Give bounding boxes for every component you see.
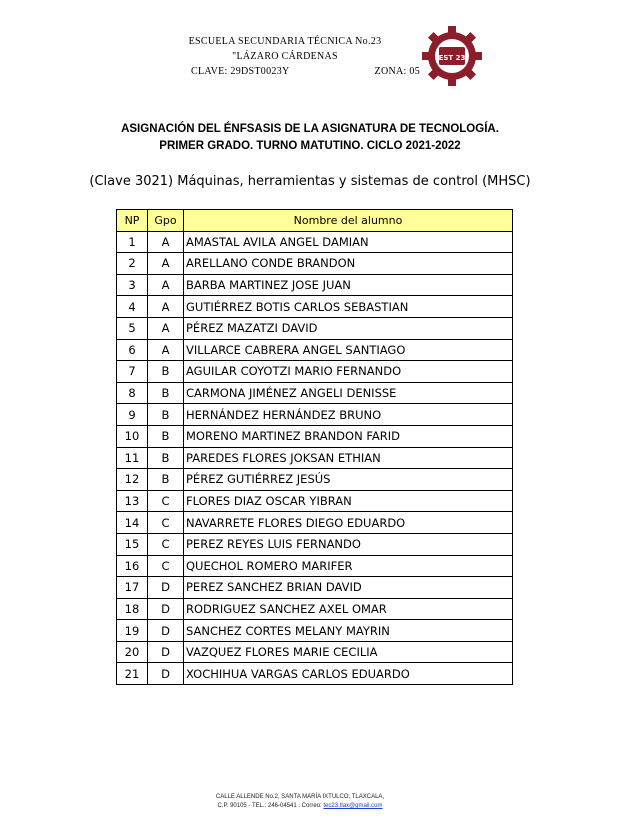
school-clave: CLAVE: 29DST0023Y — [191, 66, 290, 77]
table-row — [117, 253, 513, 275]
row-np: 11 — [117, 447, 148, 469]
row-np: 5 — [117, 317, 148, 339]
table-row — [117, 663, 513, 685]
table-body — [117, 231, 513, 684]
logo-text: EST 23 — [438, 54, 466, 62]
row-gpo: D — [148, 577, 184, 599]
row-name: NAVARRETE FLORES DIEGO EDUARDO — [184, 512, 513, 534]
row-gpo: B — [148, 404, 184, 426]
table-row — [117, 296, 513, 318]
row-np: 6 — [117, 339, 148, 361]
row-gpo: B — [148, 382, 184, 404]
table-row — [117, 512, 513, 534]
row-gpo: A — [148, 317, 184, 339]
row-gpo: C — [148, 555, 184, 577]
title-line-2: PRIMER GRADO. TURNO MATUTINO. CICLO 2021-2022 — [159, 140, 461, 152]
row-np: 17 — [117, 577, 148, 599]
row-np: 7 — [117, 361, 148, 383]
row-gpo: A — [148, 253, 184, 275]
table-row — [117, 404, 513, 426]
footer-line-2: C.P. 90105 - TEL.: 246-04541 . Correo: — [217, 803, 324, 809]
row-gpo: B — [148, 425, 184, 447]
school-zona: ZONA: 05 — [374, 66, 420, 77]
row-name: QUECHOL ROMERO MARIFER — [184, 555, 513, 577]
row-np: 18 — [117, 598, 148, 620]
row-gpo: A — [148, 339, 184, 361]
row-name: PÉREZ MAZATZI DAVID — [184, 317, 513, 339]
school-logo-icon — [421, 25, 483, 87]
header-gpo: Gpo — [148, 210, 184, 232]
table-row — [117, 274, 513, 296]
table-header-row — [117, 210, 513, 232]
row-name: MORENO MARTINEZ BRANDON FARID — [184, 425, 513, 447]
row-gpo: C — [148, 490, 184, 512]
row-name: GUTIÉRREZ BOTIS CARLOS SEBASTIAN — [184, 296, 513, 318]
header-np: NP — [117, 210, 148, 232]
row-gpo: B — [148, 469, 184, 491]
row-np: 1 — [117, 231, 148, 253]
row-name: PEREZ REYES LUIS FERNANDO — [184, 533, 513, 555]
table-row — [117, 620, 513, 642]
table-row — [117, 382, 513, 404]
row-np: 19 — [117, 620, 148, 642]
row-name: XOCHIHUA VARGAS CARLOS EDUARDO — [184, 663, 513, 685]
table-row — [117, 598, 513, 620]
row-name: PAREDES FLORES JOKSAN ETHIAN — [184, 447, 513, 469]
row-np: 4 — [117, 296, 148, 318]
school-title: "LÁZARO CÁRDENAS — [232, 51, 338, 62]
table-row — [117, 447, 513, 469]
row-name: FLORES DIAZ OSCAR YIBRAN — [184, 490, 513, 512]
row-gpo: B — [148, 361, 184, 383]
table-row — [117, 533, 513, 555]
student-table — [116, 209, 513, 685]
school-name: ESCUELA SECUNDARIA TÉCNICA No.23 — [188, 36, 382, 47]
row-np: 15 — [117, 533, 148, 555]
row-name: ARELLANO CONDE BRANDON — [184, 253, 513, 275]
table-row — [117, 339, 513, 361]
row-gpo: B — [148, 447, 184, 469]
row-name: PÉREZ GUTIÉRREZ JESÚS — [184, 469, 513, 491]
row-gpo: A — [148, 296, 184, 318]
row-np: 12 — [117, 469, 148, 491]
row-gpo: C — [148, 533, 184, 555]
row-np: 16 — [117, 555, 148, 577]
table-row — [117, 469, 513, 491]
footer-email-link[interactable]: tec23.tlax@gmail.com — [323, 803, 383, 809]
row-np: 10 — [117, 425, 148, 447]
table-row — [117, 361, 513, 383]
row-gpo: A — [148, 231, 184, 253]
row-name: AMASTAL AVILA ANGEL DAMIAN — [184, 231, 513, 253]
row-name: VILLARCE CABRERA ANGEL SANTIAGO — [184, 339, 513, 361]
table-row — [117, 425, 513, 447]
row-gpo: D — [148, 663, 184, 685]
row-np: 13 — [117, 490, 148, 512]
row-gpo: D — [148, 598, 184, 620]
table-row — [117, 641, 513, 663]
document-title — [60, 121, 560, 155]
row-np: 20 — [117, 641, 148, 663]
row-name: AGUILAR COYOTZI MARIO FERNANDO — [184, 361, 513, 383]
table-row — [117, 555, 513, 577]
table-row — [117, 317, 513, 339]
row-name: SANCHEZ CORTES MELANY MAYRIN — [184, 620, 513, 642]
row-np: 8 — [117, 382, 148, 404]
table-row — [117, 490, 513, 512]
row-np: 2 — [117, 253, 148, 275]
row-np: 9 — [117, 404, 148, 426]
table-row — [117, 231, 513, 253]
school-header — [150, 34, 420, 79]
row-np: 21 — [117, 663, 148, 685]
row-gpo: D — [148, 641, 184, 663]
row-name: HERNÁNDEZ HERNÁNDEZ BRUNO — [184, 404, 513, 426]
row-np: 3 — [117, 274, 148, 296]
row-np: 14 — [117, 512, 148, 534]
row-gpo: D — [148, 620, 184, 642]
row-name: PEREZ SANCHEZ BRIAN DAVID — [184, 577, 513, 599]
subject-heading: (Clave 3021) Máquinas, herramientas y sistemas de control (MHSC) — [89, 174, 531, 189]
row-gpo: C — [148, 512, 184, 534]
footer-address — [150, 793, 450, 811]
row-name: CARMONA JIMÉNEZ ANGELI DENISSE — [184, 382, 513, 404]
footer-line-1: CALLE ALLENDE No.2, SANTA MARÍA IXTULCO, TLAXCALA, — [215, 794, 385, 800]
row-gpo: A — [148, 274, 184, 296]
row-name: BARBA MARTINEZ JOSE JUAN — [184, 274, 513, 296]
table-row — [117, 577, 513, 599]
row-name: VAZQUEZ FLORES MARIE CECILIA — [184, 641, 513, 663]
title-line-1: ASIGNACIÓN DEL ÉNFSASIS DE LA ASIGNATURA DE TECNOLOGÍA. — [121, 123, 499, 135]
header-name: Nombre del alumno — [184, 210, 513, 232]
row-name: RODRIGUEZ SANCHEZ AXEL OMAR — [184, 598, 513, 620]
